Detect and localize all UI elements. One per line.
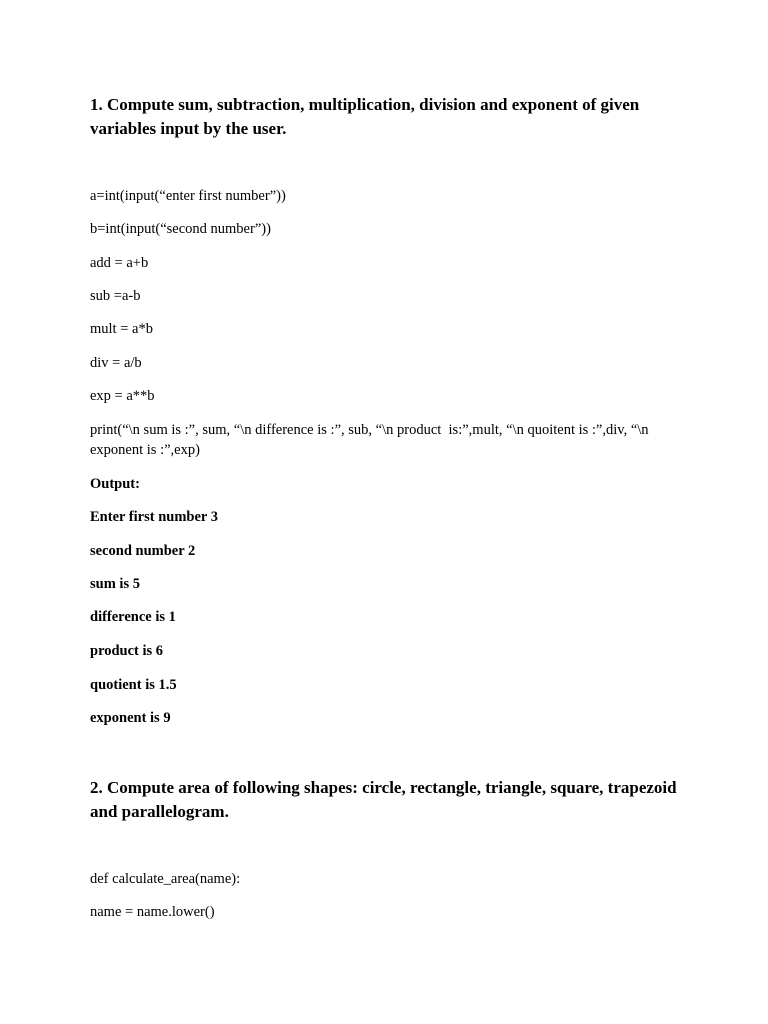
code-line: def calculate_area(name): [90,871,241,887]
code-line: div = a/b [90,355,142,371]
code-line: a=int(input(“enter first number”)) [90,188,286,204]
output-line: difference is 1 [90,609,176,625]
output-line: product is 6 [90,643,164,659]
code-line: mult = a*b [90,321,153,337]
section-1-heading: 1. Compute sum, subtraction, multiplication, division and exponent of given variables input by the user. [90,95,640,138]
code-line: name = name.lower() [90,904,215,920]
code-line: add = a+b [90,255,149,271]
output-label: Output: [90,476,140,492]
output-line: sum is 5 [90,576,140,592]
code-line: exp = a**b [90,388,155,404]
code-line: b=int(input(“second number”)) [90,221,271,237]
output-line: quotient is 1.5 [90,677,177,693]
output-line: Enter first number 3 [90,509,218,525]
code-line: sub =a-b [90,288,141,304]
output-line: exponent is 9 [90,710,171,726]
code-line: print(“\n sum is :”, sum, “\n difference is :”, sub, “\n product is:”,mult, “\n quoitent is :”,div, “\n exponent is :”,exp) [90,422,653,458]
output-line: second number 2 [90,543,196,559]
section-2-heading: 2. Compute area of following shapes: circle, rectangle, triangle, square, trapezoid and parallelogram. [90,778,677,821]
